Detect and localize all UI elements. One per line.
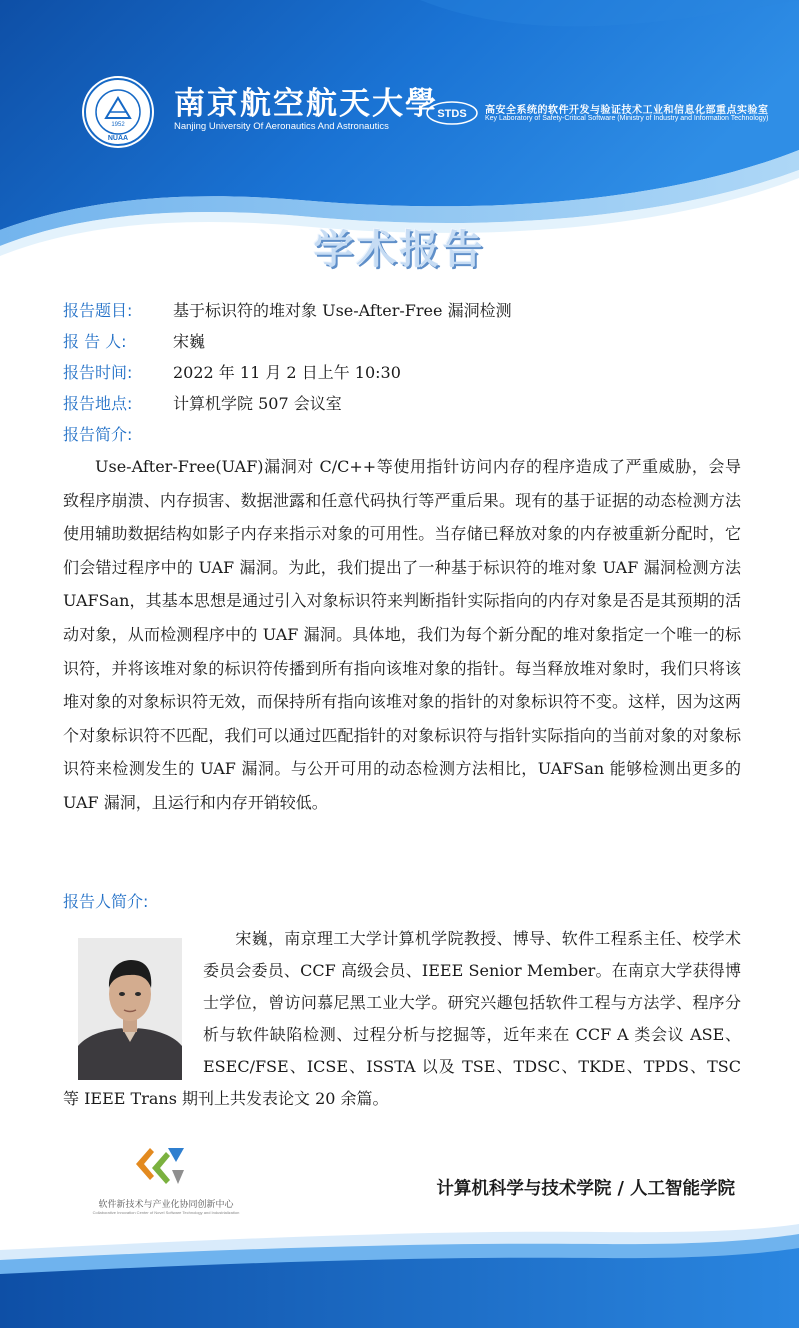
topic-row [63, 298, 512, 321]
speaker-label: 报 告 人: [63, 332, 127, 351]
footer-banner [0, 1200, 799, 1328]
abstract-label: 报告简介: [63, 425, 133, 444]
place-label: 报告地点: [63, 394, 133, 413]
speaker-row [63, 329, 205, 352]
seal-text: NUAA [107, 135, 129, 142]
innovation-center-name-en: Collaborative Innovation Center of Novel Software Technology and Industrialization [92, 1210, 240, 1215]
abstract-text: Use-After-Free(UAF)漏洞对 C/C++等使用指针访问内存的程序造成了严重威胁，会导致程序崩溃、内存损害、数据泄露和任意代码执行等严重后果。现有的基于证据的动态检测方法使用辅助数据结构如影子内存来指示对象的可用性。当存储已释放对象的内存被重新分配时，它们会错过程序中的 UAF 漏洞。为此，我们提出了一种基于标识符的堆对象 UAF 漏洞检测方法 UAFSan，其基本思想是通过引入对象标识符来判断指针实际指向的内存对象是否是其预期的活动对象，从而检测程序中的 UAF 漏洞。具体地，我们为每个新分配的堆对象指定一个唯一的标识符，并将该堆对象的标识符传播到所有指向该堆对象的指针。每当释放堆对象时，我们只将该堆对象的对象标识符无效，而保持所有指向该堆对象的指针的对象标识符不变。这样，因为这两个对象标识符不匹配，我们可以通过匹配指针的对象标识符与指针实际指向的当前对象的对象标识符来检测发生的 UAF 漏洞。与公开可用的动态检测方法相比，UAFSan 能够检测出更多的 UAF 漏洞，且运行和内存开销较低。 [63, 457, 741, 812]
place-row [63, 391, 342, 414]
time-value: 2022 年 11 月 2 日上午 10:30 [173, 363, 401, 382]
time-label: 报告时间: [63, 363, 133, 382]
abstract-label-row [63, 422, 173, 445]
bio-text [63, 923, 741, 1115]
time-row [63, 360, 401, 383]
bio-label: 报告人简介: [63, 892, 149, 911]
topic-value: 基于标识符的堆对象 Use-After-Free 漏洞检测 [173, 301, 512, 320]
page-title: 学术报告 [313, 227, 486, 273]
seal-year: 1952 [111, 122, 125, 128]
university-name-cn: 南京航空航天大學 [174, 86, 438, 122]
innovation-center-name: 软件新技术与产业化协同创新中心 [98, 1200, 234, 1210]
university-name-en: Nanjing University Of Aeronautics And Astronautics [174, 121, 389, 132]
innovation-center-logo-icon [132, 1140, 188, 1188]
place-value: 计算机学院 507 会议室 [173, 394, 342, 413]
university-seal-icon [80, 74, 156, 150]
speaker-value: 宋巍 [173, 332, 206, 351]
bio-content: 宋巍，南京理工大学计算机学院教授、博导、软件工程系主任、校学术委员会委员、CCF 高级会员、IEEE Senior Member。在南京大学获得博士学位，曾访问慕尼黑工业大学。研究兴趣包括软件工程与方法学、程序分析与软件缺陷检测、过程分析与挖掘等，近年来在 CCF A 类会议 ASE、ESEC/FSE、ICSE、ISSTA 以及 TSE、TDSC、TKDE、TPDS、TSC 等 IEEE Trans 期刊上共发表论文 20 余篇。 [63, 929, 741, 1108]
topic-label: 报告题目: [63, 301, 133, 320]
lab-logo-text: STDS [437, 108, 467, 120]
lab-logo-icon [426, 101, 478, 125]
lab-name: 高安全系统的软件开发与验证技术工业和信息化部重点实验室 [485, 105, 769, 116]
school-name: 计算机科学与技术学院 / 人工智能学院 [436, 1179, 735, 1199]
lab-name-en: Key Laboratory of Safety-Critical Software (Ministry of Industry and Information Technology) [485, 115, 769, 122]
